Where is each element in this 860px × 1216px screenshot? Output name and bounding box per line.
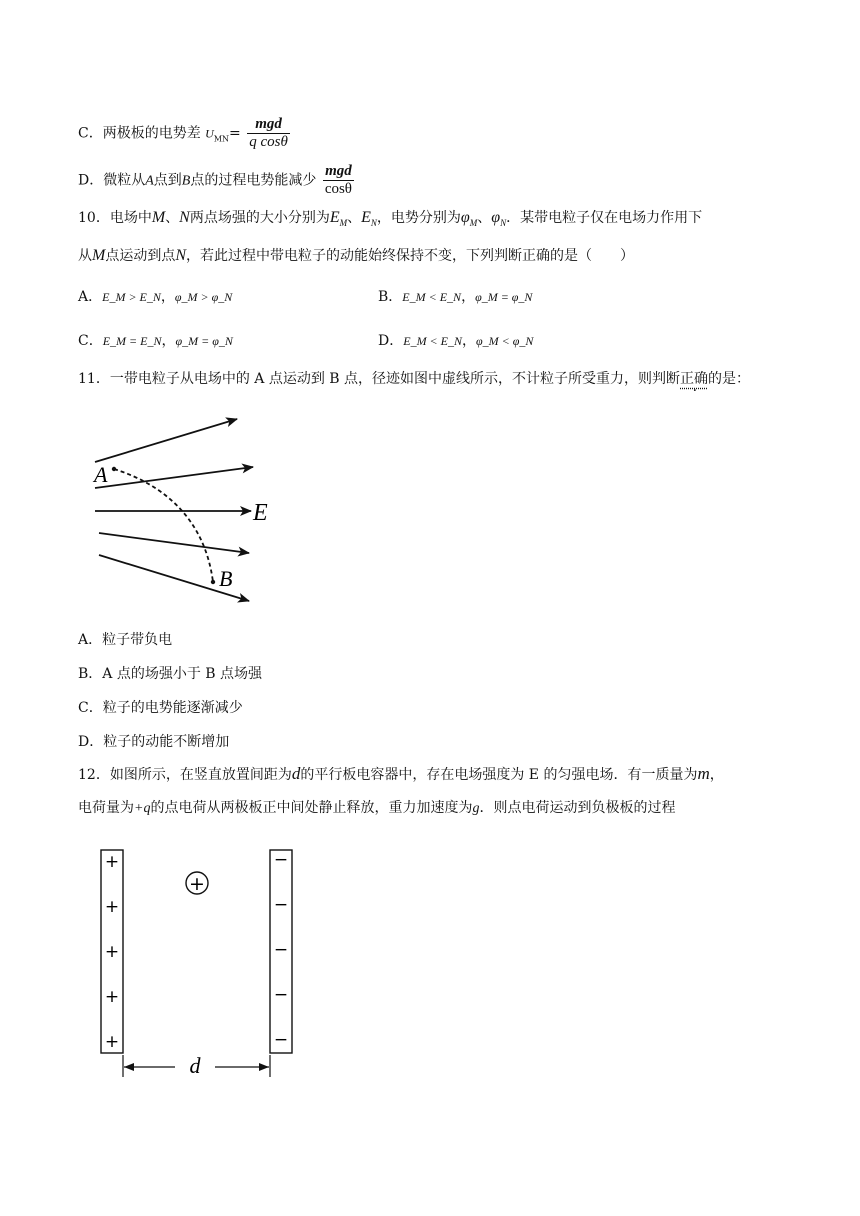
q11-field-line-1 xyxy=(95,419,237,462)
q10-pn-sub: N xyxy=(500,217,507,228)
q10-option-a: A．E_M > E_N，φ_M > φ_N xyxy=(78,289,233,305)
q11-label-a: A xyxy=(94,462,108,487)
q9-option-c xyxy=(78,116,292,151)
q10-option-a-e: E_M > E_N xyxy=(102,290,161,304)
q12-stem-line2 xyxy=(78,798,675,819)
q11-stem-a: 11．一带电粒子从电场中的 A 点运动到 B 点，径迹如图中虚线所示，不计粒子所受重力，则判断 xyxy=(78,371,681,387)
q12-line2-q: +q xyxy=(134,801,151,816)
q10-option-c-p: φ_M = φ_N xyxy=(175,334,233,348)
q12-line2-b: 的点电荷从两极板正中间处静止释放，重力加速度为 xyxy=(150,800,473,816)
q12-line1-m: m xyxy=(697,764,710,783)
q10-text-d: 、 xyxy=(347,210,362,226)
q12-minus-sign: − xyxy=(273,940,289,960)
q10-pm: φ xyxy=(460,209,470,226)
q11-field-line-2 xyxy=(95,467,253,488)
q9-option-d xyxy=(78,163,356,198)
q12-line2-a: 电荷量为 xyxy=(78,800,134,816)
q12-minus-signs xyxy=(274,850,288,1050)
q9-option-d-a: A xyxy=(145,173,154,189)
q11-point-a xyxy=(112,467,116,471)
q11-option-d: D．粒子的动能不断增加 xyxy=(78,734,230,750)
q12-minus-sign: − xyxy=(273,1030,289,1050)
q9-option-d-label: D．微粒从 xyxy=(78,172,146,189)
q9-option-c-eq: = xyxy=(229,125,241,142)
q10-option-d-e: E_M < E_N xyxy=(403,334,462,348)
q10-text-f: 、 xyxy=(477,210,492,226)
q10-em: E xyxy=(329,209,340,226)
q10-option-b-label: B． xyxy=(378,289,403,305)
q11-point-b xyxy=(211,580,215,584)
q12-stem-line1 xyxy=(78,764,724,785)
q11-option-c: C．粒子的电势能逐渐减少 xyxy=(78,700,243,716)
q10-en: E xyxy=(361,209,371,226)
q10-line2-n: N xyxy=(175,247,186,264)
q10-text-b: 、 xyxy=(165,210,180,226)
q10-pm-sub: M xyxy=(469,217,478,228)
q9-option-c-denominator: q cosθ xyxy=(249,134,288,150)
q11-stem-c: 的是： xyxy=(708,371,751,387)
q10-text-c: 两点场强的大小分别为 xyxy=(189,210,330,226)
q11-stem xyxy=(78,369,750,389)
q11-label-b: B xyxy=(219,566,233,591)
q10-option-d-p: φ_M < φ_N xyxy=(476,334,534,348)
q11-label-e: E xyxy=(253,500,268,526)
q12-plus-signs xyxy=(105,852,119,1052)
q12-plus-sign: + xyxy=(104,987,120,1007)
q12-plus-sign: + xyxy=(104,852,120,872)
q10-option-a-p: φ_M > φ_N xyxy=(174,290,233,304)
q9-option-d-fraction xyxy=(323,163,354,198)
q10-n: N xyxy=(179,209,190,226)
q12-plus-sign: + xyxy=(104,897,120,917)
q9-option-c-fraction xyxy=(247,116,290,151)
q9-option-d-tail: 点的过程电势能减少 xyxy=(190,172,317,189)
q10-line2-c: ，若此过程中带电粒子的动能始终保持不变，下列判断正确的是（ ） xyxy=(186,248,634,264)
q12-line1-d: d xyxy=(291,764,301,783)
q9-option-d-b: B xyxy=(181,173,191,189)
q12-capacitor-diagram xyxy=(95,845,305,1085)
q10-line2-m: M xyxy=(92,247,106,264)
q11-option-b: B．A 点的场强小于 B 点场强 xyxy=(78,666,263,682)
q12-line1-c: ， xyxy=(709,767,724,783)
q12-line2-g: g xyxy=(472,801,480,816)
q10-text-e: ，电势分别为 xyxy=(376,210,461,226)
q11-field-line-4 xyxy=(99,533,249,553)
q9-option-c-sub: MN xyxy=(213,134,230,144)
q12-charge-sign: + xyxy=(189,873,205,895)
q10-option-d: D．E_M < E_N，φ_M < φ_N xyxy=(378,333,534,349)
q12-minus-sign: − xyxy=(273,850,289,870)
q9-option-d-numerator: mgd xyxy=(323,163,354,181)
q10-stem-line1 xyxy=(78,208,702,233)
q9-option-d-mid: 点到 xyxy=(153,172,182,189)
q9-option-c-var: U xyxy=(205,126,214,141)
q10-text-g: ．某带电粒子仅在电场力作用下 xyxy=(506,210,703,226)
q10-pn: φ xyxy=(491,209,501,226)
q10-en-sub: N xyxy=(370,217,377,228)
q9-option-c-numerator: mgd xyxy=(247,116,290,134)
q9-option-d-denominator: cosθ xyxy=(324,181,352,197)
q10-option-c: C．E_M = E_N，φ_M = φ_N xyxy=(78,333,233,349)
q10-line2-b: 点运动到点 xyxy=(105,248,176,264)
q9-option-c-label: C．两极板的电势差 xyxy=(78,125,201,142)
q12-line1-a: 12．如图所示，在竖直放置间距为 xyxy=(78,767,292,783)
q11-option-a: A．粒子带负电 xyxy=(78,632,173,648)
q12-line1-b: 的平行板电容器中，存在电场强度为 E 的匀强电场．有一质量为 xyxy=(300,767,698,783)
q10-line2-a: 从 xyxy=(78,248,92,264)
q12-plus-sign: + xyxy=(104,1032,120,1052)
q10-option-b-p: φ_M = φ_N xyxy=(475,290,533,304)
q12-minus-sign: − xyxy=(273,895,289,915)
q10-stem-line2 xyxy=(78,246,634,266)
q12-line2-c: ．则点电荷运动到负极板的过程 xyxy=(479,800,676,816)
q10-option-a-label: A． xyxy=(78,289,103,305)
q12-dim-label-d: d xyxy=(189,1053,201,1078)
q10-m: M xyxy=(151,209,166,226)
q11-field-diagram xyxy=(85,410,285,610)
q10-option-b-e: E_M < E_N xyxy=(402,290,462,304)
q11-stem-emphasis: 正确 xyxy=(680,371,709,387)
q10-option-c-e: E_M = E_N xyxy=(102,334,162,348)
q10-text-a: 10．电场中 xyxy=(78,210,152,226)
q12-minus-sign: − xyxy=(273,985,289,1005)
q12-plus-sign: + xyxy=(104,942,120,962)
q10-option-c-label: C． xyxy=(78,333,103,349)
q10-em-sub: M xyxy=(339,217,348,228)
q10-option-d-label: D． xyxy=(378,333,404,349)
q10-option-b: B．E_M < E_N，φ_M = φ_N xyxy=(378,289,533,305)
